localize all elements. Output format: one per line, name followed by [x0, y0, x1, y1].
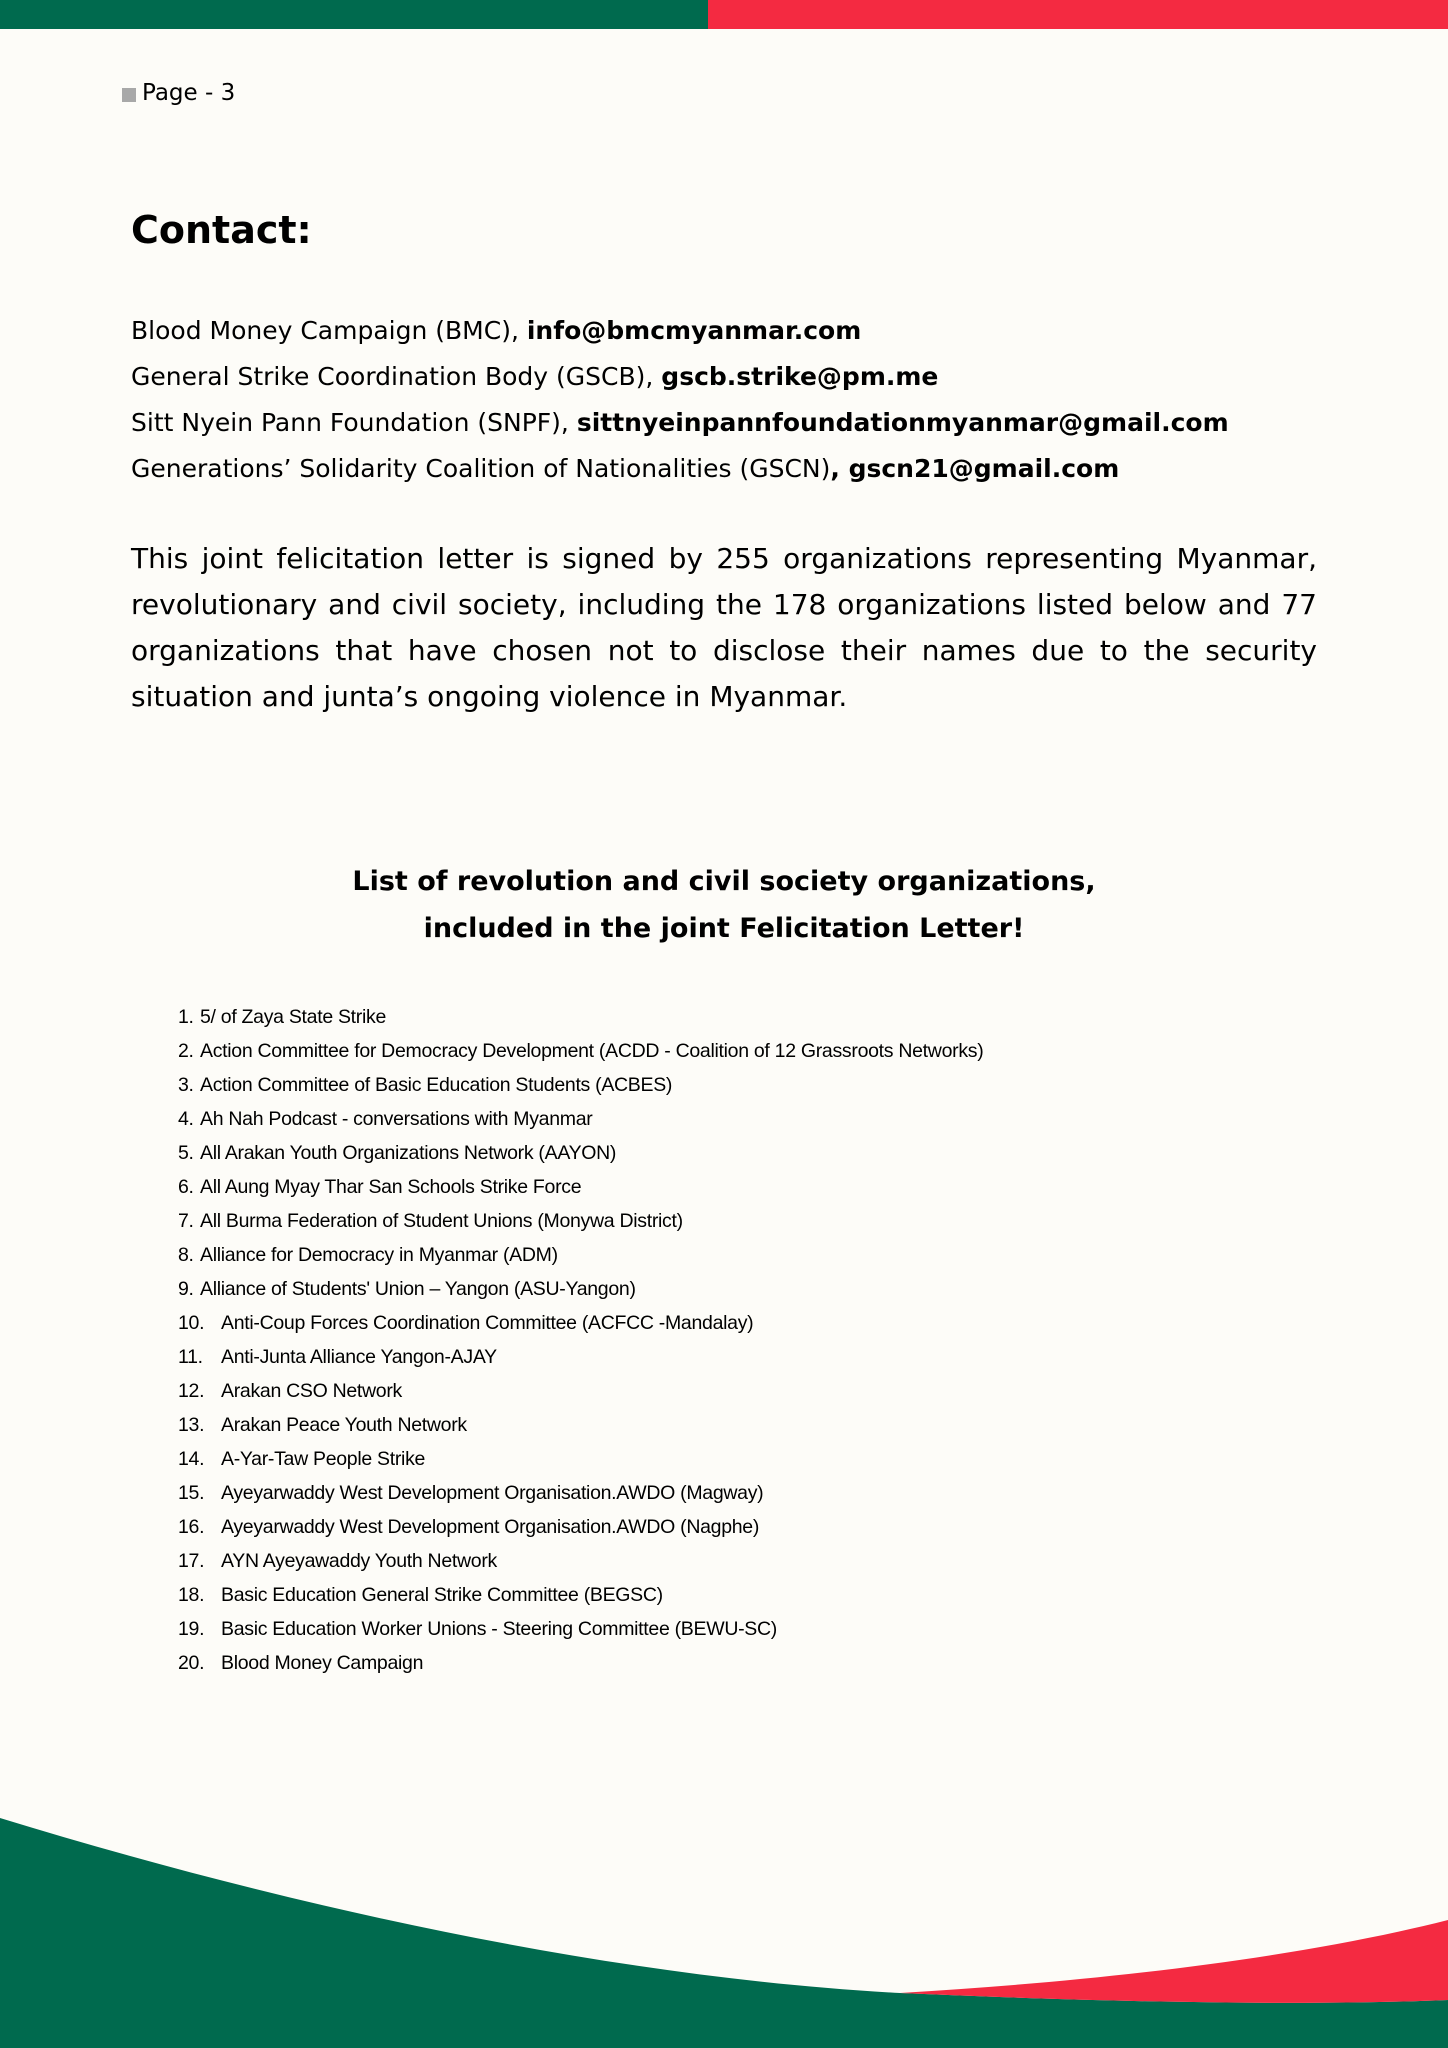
org-name: Arakan Peace Youth Network	[221, 1414, 467, 1436]
list-item: 6. All Aung Myay Thar San Schools Strike Force	[178, 1170, 983, 1204]
org-name: 5/ of Zaya State Strike	[200, 1006, 387, 1028]
contact-email-link[interactable]: sittnyeinpannfoundationmyanmar@gmail.com	[576, 408, 1229, 437]
page-number	[122, 80, 235, 106]
page-number-label: Page - 3	[142, 80, 236, 106]
org-name: All Aung Myay Thar San Schools Strike Force	[200, 1176, 582, 1198]
contact-row-gscn	[131, 446, 1331, 492]
list-item: 7. All Burma Federation of Student Unions (Monywa District)	[178, 1204, 983, 1238]
org-name: Ah Nah Podcast - conversations with Myanmar	[200, 1108, 593, 1130]
list-item: 19. Basic Education Worker Unions - Steering Committee (BEWU-SC)	[178, 1612, 983, 1646]
top-bar-green	[0, 0, 708, 29]
list-item: 1. 5/ of Zaya State Strike	[178, 1000, 983, 1034]
list-item: 16. Ayeyarwaddy West Development Organisation.AWDO (Nagphe)	[178, 1510, 983, 1544]
list-item: 13. Arakan Peace Youth Network	[178, 1408, 983, 1442]
contact-list	[131, 308, 1331, 492]
list-item: 5. All Arakan Youth Organizations Network (AAYON)	[178, 1136, 983, 1170]
list-item: 14. A-Yar-Taw People Strike	[178, 1442, 983, 1476]
top-bar-red	[708, 0, 1448, 29]
org-name: Action Committee for Democracy Development (ACDD - Coalition of 12 Grassroots Networks)	[200, 1040, 984, 1062]
org-name: All Burma Federation of Student Unions (Monywa District)	[200, 1210, 683, 1232]
org-name: All Arakan Youth Organizations Network (AAYON)	[200, 1142, 617, 1164]
list-item: 4. Ah Nah Podcast - conversations with Myanmar	[178, 1102, 983, 1136]
org-name: Ayeyarwaddy West Development Organisation.AWDO (Nagphe)	[221, 1516, 760, 1538]
list-item: 18. Basic Education General Strike Committee (BEGSC)	[178, 1578, 983, 1612]
org-name: A-Yar-Taw People Strike	[221, 1448, 426, 1470]
list-item: 2. Action Committee for Democracy Development (ACDD - Coalition of 12 Grassroots Networks)	[178, 1034, 983, 1068]
list-item: 12. Arakan CSO Network	[178, 1374, 983, 1408]
org-name: Ayeyarwaddy West Development Organisation.AWDO (Magway)	[221, 1482, 764, 1504]
list-title-line-1: List of revolution and civil society organizations,	[352, 866, 1096, 897]
square-bullet-icon	[122, 88, 136, 102]
list-item: 17. AYN Ayeyawaddy Youth Network	[178, 1544, 983, 1578]
contact-email-link[interactable]: gscb.strike@pm.me	[661, 362, 939, 391]
bottom-wave-decoration	[0, 1800, 1448, 2048]
org-name: Action Committee of Basic Education Students (ACBES)	[200, 1074, 673, 1096]
org-name: Anti-Junta Alliance Yangon-AJAY	[221, 1346, 497, 1368]
contact-email-link[interactable]: , gscn21@gmail.com	[830, 454, 1120, 483]
contact-email-link[interactable]: info@bmcmyanmar.com	[526, 316, 862, 345]
contact-row-gscb	[131, 354, 1331, 400]
list-title-line-2: included in the joint Felicitation Letter!	[423, 913, 1025, 944]
list-item: 3. Action Committee of Basic Education Students (ACBES)	[178, 1068, 983, 1102]
org-name: Basic Education Worker Unions - Steering Committee (BEWU-SC)	[221, 1618, 777, 1640]
contact-org-name: General Strike Coordination Body (GSCB),	[131, 362, 662, 391]
contact-org-name: Generations’ Solidarity Coalition of Nationalities (GSCN)	[131, 454, 831, 483]
list-item: 15. Ayeyarwaddy West Development Organisation.AWDO (Magway)	[178, 1476, 983, 1510]
contact-org-name: Sitt Nyein Pann Foundation (SNPF),	[131, 408, 577, 437]
org-name: Alliance of Students' Union – Yangon (ASU-Yangon)	[200, 1278, 636, 1300]
list-item: 8. Alliance for Democracy in Myanmar (ADM)	[178, 1238, 983, 1272]
list-item: 11. Anti-Junta Alliance Yangon-AJAY	[178, 1340, 983, 1374]
list-item: 20. Blood Money Campaign	[178, 1646, 983, 1680]
signatories-paragraph: This joint felicitation letter is signed by 255 organizations representing Myanmar, revolutionary and civil society, including the 178 organizations listed below and 77 organizations that have chosen not to disclose their names due to the security situation and junta’s ongoing violence in Myanmar.	[131, 542, 1317, 713]
list-title	[0, 858, 1448, 952]
org-name: Alliance for Democracy in Myanmar (ADM)	[200, 1244, 558, 1266]
bottom-wave-green	[0, 1818, 1448, 2048]
list-item: 10. Anti-Coup Forces Coordination Committee (ACFCC -Mandalay)	[178, 1306, 983, 1340]
list-item: 9. Alliance of Students' Union – Yangon (ASU-Yangon)	[178, 1272, 983, 1306]
contact-row-bmc	[131, 308, 1331, 354]
contact-org-name: Blood Money Campaign (BMC),	[131, 316, 527, 345]
org-name: Basic Education General Strike Committee (BEGSC)	[221, 1584, 663, 1606]
org-name: Arakan CSO Network	[221, 1380, 402, 1402]
org-name: AYN Ayeyawaddy Youth Network	[221, 1550, 497, 1572]
contact-row-snpf	[131, 400, 1331, 446]
top-color-bar	[0, 0, 1448, 29]
organization-list	[178, 1000, 983, 1680]
org-name: Blood Money Campaign	[221, 1652, 424, 1674]
contact-heading: Contact:	[131, 208, 312, 252]
bottom-wave-red	[900, 1920, 1448, 2003]
org-name: Anti-Coup Forces Coordination Committee (ACFCC -Mandalay)	[221, 1312, 754, 1334]
